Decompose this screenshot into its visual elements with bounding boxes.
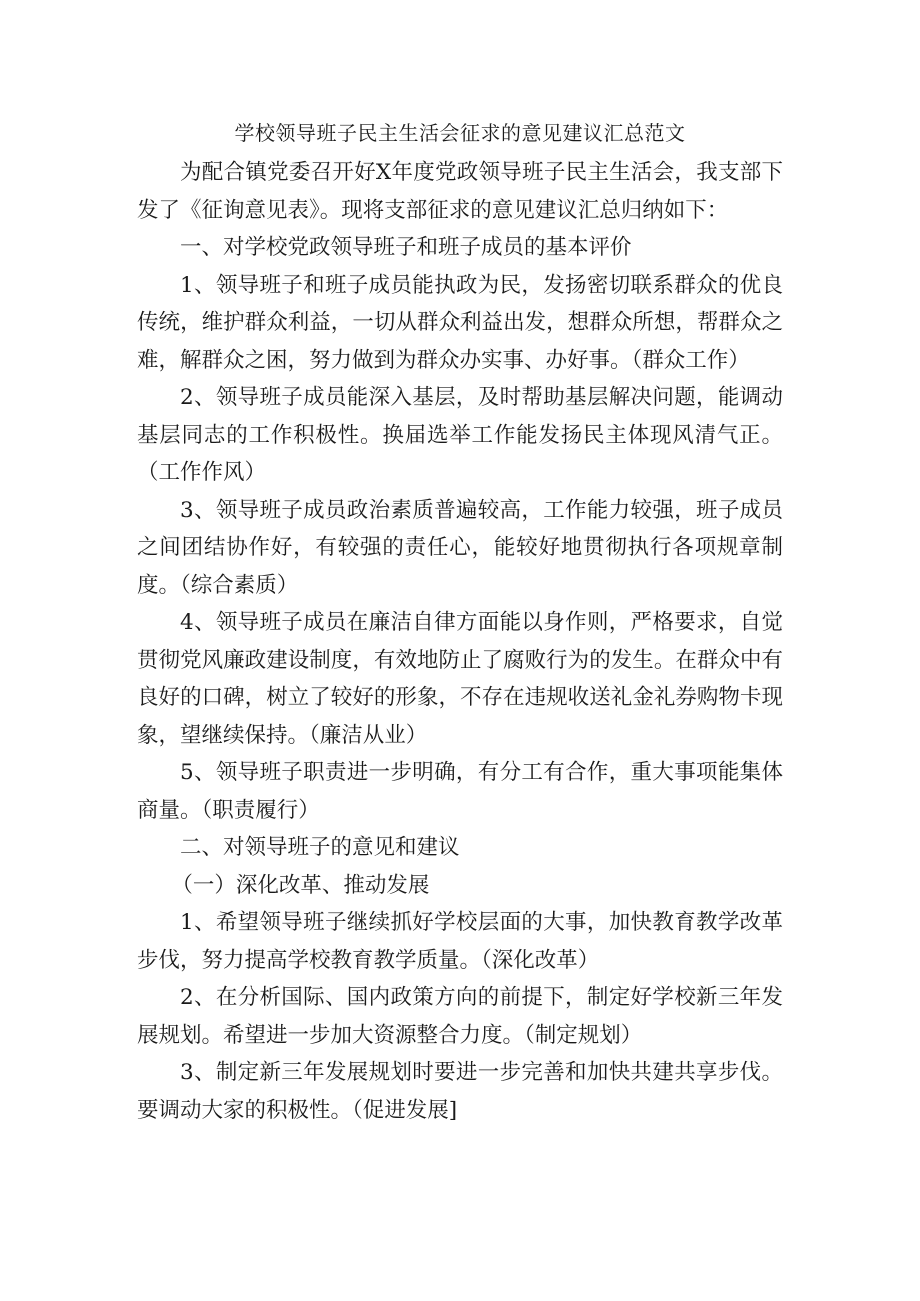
document-title: 学校领导班子民主生活会征求的意见建议汇总范文 (234, 121, 686, 145)
suggestion-item-1: 1、希望领导班子继续抓好学校层面的大事，加快教育教学改革步伐，努力提高学校教育教学质量。（深化改革） (137, 910, 783, 973)
evaluation-item-1: 1、领导班子和班子成员能执政为民，发扬密切联系群众的优良传统，维护群众利益，一切从群众利益出发，想群众所想，帮群众之难，解群众之困，努力做到为群众办实事、办好事。（群众工作） (137, 272, 783, 373)
suggestion-item-3: 3、制定新三年发展规划时要进一步完善和加快共建共享步伐。要调动大家的积极性。（促进发展] (137, 1060, 783, 1123)
subsection-heading-reform: （一）深化改革、推动发展 (171, 872, 430, 898)
evaluation-item-2: 2、领导班子成员能深入基层，及时帮助基层解决问题，能调动基层同志的工作积极性。换届选举工作能发扬民主体现风清气正。（工作作风） (137, 385, 783, 485)
intro-paragraph: 为配合镇党委召开好X年度党政领导班子民主生活会，我支部下发了《征询意见表》。现将支部征求的意见建议汇总归纳如下： (137, 160, 783, 223)
section-heading-suggestions: 二、对领导班子的意见和建议 (180, 835, 460, 860)
document-body (137, 154, 783, 1129)
section-heading-evaluation: 一、对学校党政领导班子和班子成员的基本评价 (180, 235, 632, 260)
evaluation-item-5: 5、领导班子职责进一步明确，有分工有合作，重大事项能集体商量。（职责履行） (137, 760, 783, 823)
evaluation-item-4: 4、领导班子成员在廉洁自律方面能以身作则，严格要求，自觉贯彻党风廉政建设制度，有效地防止了腐败行为的发生。在群众中有良好的口碑，树立了较好的形象，不存在违规收送礼金礼券购物卡现象，望继续保持。（廉洁从业） (137, 610, 783, 748)
suggestion-item-2: 2、在分析国际、国内政策方向的前提下，制定好学校新三年发展规划。希望进一步加大资源整合力度。（制定规划） (137, 985, 783, 1048)
evaluation-item-3: 3、领导班子成员政治素质普遍较高，工作能力较强，班子成员之间团结协作好，有较强的责任心，能较好地贯彻执行各项规章制度。（综合素质） (137, 497, 783, 598)
